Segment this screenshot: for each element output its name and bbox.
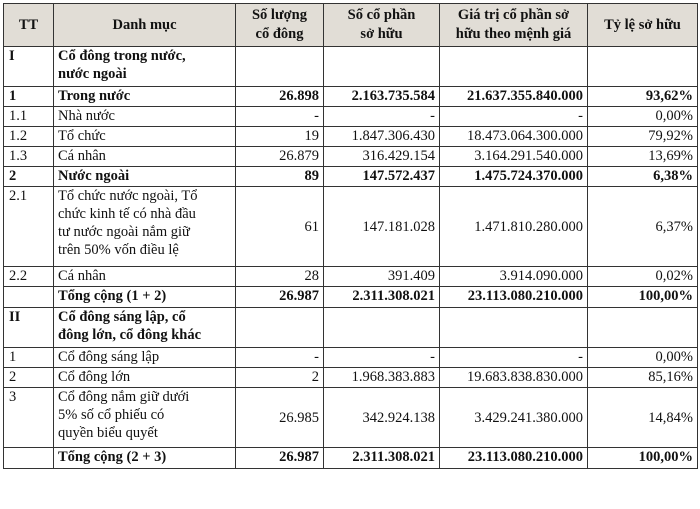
empty-cell bbox=[4, 448, 54, 469]
row-shares: 147.181.028 bbox=[324, 187, 440, 267]
row-count: 26.898 bbox=[236, 87, 324, 107]
row-name: Trong nước bbox=[54, 87, 236, 107]
row-count: 89 bbox=[236, 167, 324, 187]
row-name-line1: Tổ chức nước ngoài, Tổ bbox=[58, 188, 198, 204]
row-name: Cổ đông sáng lập bbox=[54, 348, 236, 368]
header-danh-muc: Danh mục bbox=[54, 4, 236, 47]
table-row bbox=[4, 87, 698, 107]
header-gia-tri bbox=[440, 4, 588, 47]
total-shares: 2.311.308.021 bbox=[324, 287, 440, 308]
row-value: 19.683.838.830.000 bbox=[440, 368, 588, 388]
section-title bbox=[54, 308, 236, 348]
total-ratio: 100,00% bbox=[588, 287, 698, 308]
header-so-co-phan-line2: sở hữu bbox=[360, 26, 403, 42]
empty-cell bbox=[236, 47, 324, 87]
row-value: - bbox=[440, 107, 588, 127]
empty-cell bbox=[440, 308, 588, 348]
total-shares: 2.311.308.021 bbox=[324, 448, 440, 469]
row-name bbox=[54, 388, 236, 448]
total-count: 26.987 bbox=[236, 287, 324, 308]
header-gia-tri-line2: hữu theo mệnh giá bbox=[455, 26, 572, 42]
total-value: 23.113.080.210.000 bbox=[440, 287, 588, 308]
total-label: Tổng cộng (2 + 3) bbox=[54, 448, 236, 469]
row-ratio: 0,00% bbox=[588, 107, 698, 127]
row-shares: 316.429.154 bbox=[324, 147, 440, 167]
row-name: Tổ chức bbox=[54, 127, 236, 147]
header-tt: TT bbox=[4, 4, 54, 47]
shareholder-table-wrapper bbox=[3, 3, 698, 469]
row-count: 2 bbox=[236, 368, 324, 388]
row-shares: 342.924.138 bbox=[324, 388, 440, 448]
row-count: - bbox=[236, 107, 324, 127]
section-title-line2: nước ngoài bbox=[58, 66, 127, 82]
row-name: Nước ngoài bbox=[54, 167, 236, 187]
row-tt: 2.2 bbox=[4, 267, 54, 287]
table-row bbox=[4, 107, 698, 127]
row-ratio: 85,16% bbox=[588, 368, 698, 388]
row-name: Cá nhân bbox=[54, 267, 236, 287]
header-gia-tri-line1: Giá trị cổ phần sở bbox=[457, 7, 570, 23]
row-ratio: 79,92% bbox=[588, 127, 698, 147]
row-count: 19 bbox=[236, 127, 324, 147]
header-so-luong bbox=[236, 4, 324, 47]
row-value: - bbox=[440, 348, 588, 368]
empty-cell bbox=[588, 47, 698, 87]
table-row bbox=[4, 167, 698, 187]
row-count: 26.985 bbox=[236, 388, 324, 448]
row-tt: 2 bbox=[4, 368, 54, 388]
row-ratio: 93,62% bbox=[588, 87, 698, 107]
row-tt: 1.1 bbox=[4, 107, 54, 127]
row-shares: 2.163.735.584 bbox=[324, 87, 440, 107]
row-name bbox=[54, 187, 236, 267]
table-row bbox=[4, 187, 698, 267]
row-name-line3: tư nước ngoài nắm giữ bbox=[58, 224, 190, 240]
empty-cell bbox=[4, 287, 54, 308]
row-value: 18.473.064.300.000 bbox=[440, 127, 588, 147]
row-name-line3: quyền biểu quyết bbox=[58, 425, 158, 441]
row-name: Nhà nước bbox=[54, 107, 236, 127]
row-value: 3.429.241.380.000 bbox=[440, 388, 588, 448]
row-value: 1.471.810.280.000 bbox=[440, 187, 588, 267]
row-value: 21.637.355.840.000 bbox=[440, 87, 588, 107]
row-ratio: 14,84% bbox=[588, 388, 698, 448]
empty-cell bbox=[324, 47, 440, 87]
row-shares: 391.409 bbox=[324, 267, 440, 287]
total-value: 23.113.080.210.000 bbox=[440, 448, 588, 469]
table-row bbox=[4, 127, 698, 147]
shareholder-structure-table bbox=[3, 3, 698, 469]
total-label: Tổng cộng (1 + 2) bbox=[54, 287, 236, 308]
empty-cell bbox=[588, 308, 698, 348]
row-count: 61 bbox=[236, 187, 324, 267]
row-name: Cổ đông lớn bbox=[54, 368, 236, 388]
row-shares: - bbox=[324, 107, 440, 127]
header-ty-le: Tỷ lệ sở hữu bbox=[588, 4, 698, 47]
row-shares: 147.572.437 bbox=[324, 167, 440, 187]
row-tt: 1 bbox=[4, 348, 54, 368]
total-count: 26.987 bbox=[236, 448, 324, 469]
empty-cell bbox=[324, 308, 440, 348]
row-tt: 2.1 bbox=[4, 187, 54, 267]
section-title bbox=[54, 47, 236, 87]
row-tt: 1.3 bbox=[4, 147, 54, 167]
row-ratio: 0,00% bbox=[588, 348, 698, 368]
section-row bbox=[4, 47, 698, 87]
row-tt: 3 bbox=[4, 388, 54, 448]
row-ratio: 0,02% bbox=[588, 267, 698, 287]
row-name-line4: trên 50% vốn điều lệ bbox=[58, 242, 179, 258]
row-name-line2: 5% số cổ phiếu có bbox=[58, 407, 165, 423]
table-row bbox=[4, 348, 698, 368]
row-shares: 1.847.306.430 bbox=[324, 127, 440, 147]
row-ratio: 6,38% bbox=[588, 167, 698, 187]
row-shares: 1.968.383.883 bbox=[324, 368, 440, 388]
header-row bbox=[4, 4, 698, 47]
total-ratio: 100,00% bbox=[588, 448, 698, 469]
empty-cell bbox=[236, 308, 324, 348]
row-value: 1.475.724.370.000 bbox=[440, 167, 588, 187]
row-tt: 1.2 bbox=[4, 127, 54, 147]
section-tt: I bbox=[4, 47, 54, 87]
header-so-luong-line2: cổ đông bbox=[255, 26, 304, 42]
header-so-luong-line1: Số lượng bbox=[251, 7, 307, 23]
row-tt: 2 bbox=[4, 167, 54, 187]
row-count: 26.879 bbox=[236, 147, 324, 167]
row-count: 28 bbox=[236, 267, 324, 287]
row-ratio: 13,69% bbox=[588, 147, 698, 167]
table-row bbox=[4, 147, 698, 167]
section-title-line1: Cổ đông sáng lập, cổ bbox=[58, 309, 186, 325]
section-tt: II bbox=[4, 308, 54, 348]
table-row bbox=[4, 267, 698, 287]
row-value: 3.164.291.540.000 bbox=[440, 147, 588, 167]
section-title-line2: đông lớn, cổ đông khác bbox=[58, 327, 202, 343]
total-row bbox=[4, 448, 698, 469]
row-count: - bbox=[236, 348, 324, 368]
header-so-co-phan-line1: Số cổ phần bbox=[347, 7, 416, 23]
section-title-line1: Cổ đông trong nước, bbox=[58, 48, 186, 64]
empty-cell bbox=[440, 47, 588, 87]
row-value: 3.914.090.000 bbox=[440, 267, 588, 287]
row-shares: - bbox=[324, 348, 440, 368]
row-name-line1: Cổ đông nắm giữ dưới bbox=[58, 389, 190, 405]
row-tt: 1 bbox=[4, 87, 54, 107]
row-ratio: 6,37% bbox=[588, 187, 698, 267]
total-row bbox=[4, 287, 698, 308]
row-name-line2: chức kinh tế có nhà đầu bbox=[58, 206, 196, 222]
row-name: Cá nhân bbox=[54, 147, 236, 167]
header-so-co-phan bbox=[324, 4, 440, 47]
section-row bbox=[4, 308, 698, 348]
table-row bbox=[4, 388, 698, 448]
table-row bbox=[4, 368, 698, 388]
